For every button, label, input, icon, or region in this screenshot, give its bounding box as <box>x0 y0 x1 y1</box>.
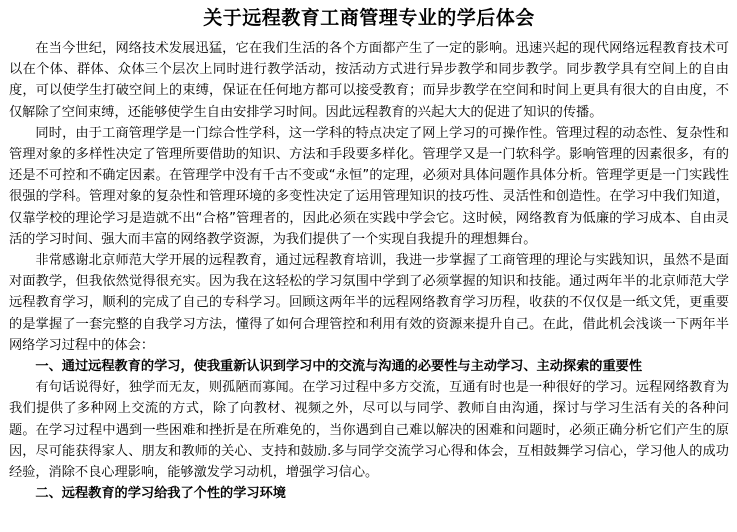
section-heading-2: 二、远程教育的学习给我了个性的学习环境 <box>35 486 286 502</box>
document-title: 关于远程教育工商管理专业的学后体会 <box>203 7 535 29</box>
paragraph-4: 有句话说得好，独学而无友，则孤陋而寡闻。在学习过程中多方交流，互通有时也是一种很好的学习。远程网络教育为我们提供了多种网上交流的方式，除了向教材、视频之外，尽可以与同学、教师自由沟通，探讨与学习生活有关的各种问题。在学习过程中遇到一些困难和挫折是在所难免的，当你遇到自己难以解决的困难和问题时，必须正确分析它们产生的原因，尽可能获得家人、朋友和教师的关心、支持和鼓励.多与同学交流学习心得和体会，互相鼓舞学习信心，学习他人的成功经验，消除不良心理影响，能够激发学习动机，增强学习信心。 <box>9 380 729 481</box>
paragraph-1: 在当今世纪，网络技术发展迅猛，它在我们生活的各个方面都产生了一定的影响。迅速兴起的现代网络远程教育技术可以在个体、群体、众体三个层次上同时进行教学活动，按活动方式进行异步教学和同步教学。同步教学具有空间上的自由度，可以使学生打破空间上的束缚，保证在任何地方都可以接受教育；而异步教学在空间和时间上更具有很大的自由度，不仅解除了空间束缚，还能够使学生自由安排学习时间。因此远程教育的兴起大大的促进了知识的传播。 <box>9 41 729 120</box>
paragraph-3: 非常感谢北京师范大学开展的远程教育，通过远程教育培训，我进一步掌握了工商管理的理论与实践知识，虽然不是面对面教学，但我依然觉得很充实。因为我在这轻松的学习氛围中学到了必须掌握的知识和技能。通过两年半的北京师范大学远程教育学习，顺利的完成了自己的专科学习。回顾这两年半的远程网络教育学习历程，收获的不仅仅是一纸文凭，更重要的是掌握了一套完整的自我学习方法，懂得了如何合理管控和利用有效的资源来提升自己。在此，借此机会浅谈一下两年半网络学习过程中的体会： <box>9 253 729 353</box>
paragraph-2: 同时，由于工商管理学是一门综合性学科，这一学科的特点决定了网上学习的可操作性。管理过程的动态性、复杂性和管理对象的多样性决定了管理所要借助的知识、方法和手段要多样化。管理学又是一门软科学。影响管理的因素很多，有的还是不可控和不确定因素。在管理学中没有千古不变或“永恒”的定理，必须对具体问题作具体分析。管理学更是一门实践性很强的学科。管理对象的复杂性和管理环境的多变性决定了运用管理知识的技巧性、灵活性和创造性。在学习中我们知道，仅靠学校的理论学习是造就不出“合格”管理者的，因此必须在实践中学会它。这时候，网络教育为低廉的学习成本、自由灵活的学习时间、强大而丰富的网络教学资源，为我们提供了一个实现自我提升的理想舞台。 <box>9 125 729 247</box>
section-heading-1: 一、通过远程教育的学习，使我重新认识到学习中的交流与沟通的必要性与主动学习、主动探索的重要性 <box>35 359 643 375</box>
